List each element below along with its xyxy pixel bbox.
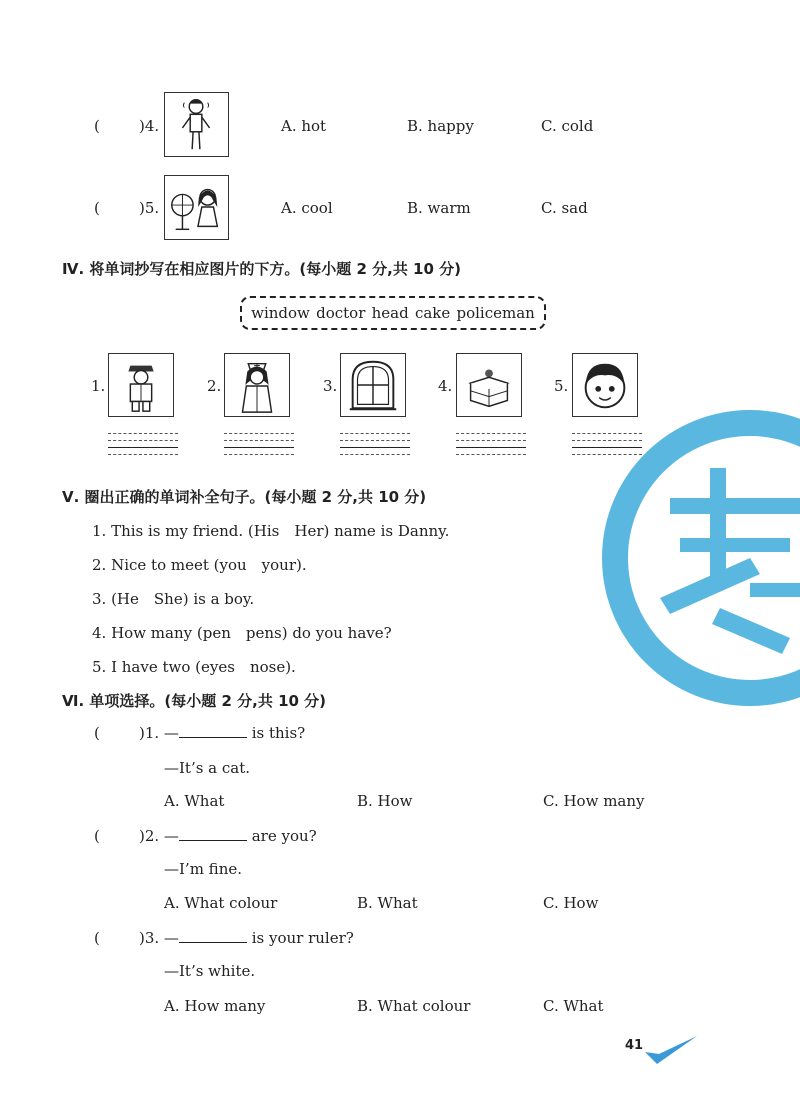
writing-lines[interactable] [340, 433, 410, 461]
fill-sentence: 2. Nice to meet (you your). [92, 556, 307, 574]
answer-paren[interactable]: ( [94, 117, 100, 135]
doctor-icon [225, 354, 289, 416]
page-number-badge [615, 1032, 700, 1068]
question-number: )4. [139, 117, 160, 135]
fill-sentence: 1. This is my friend. (His Her) name is Danny. [92, 522, 450, 540]
word-bank-item: window [251, 304, 310, 322]
doctor-picture [224, 353, 290, 417]
word-bank-item: cake [414, 304, 451, 322]
question-text: is this? [246, 724, 306, 742]
option-b: B. What [357, 894, 418, 912]
writing-lines[interactable] [224, 433, 294, 461]
section-4-title: Ⅳ. 将单词抄写在相应图片的下方。(每小题 2 分,共 10 分) [62, 260, 462, 278]
option-c: C. cold [541, 117, 594, 135]
option-b: B. How [357, 792, 413, 810]
picture-number: 5. [554, 377, 569, 395]
answer-paren[interactable]: ( [94, 199, 100, 217]
answer-paren[interactable]: ( [94, 827, 100, 845]
head-icon [573, 354, 637, 416]
picture-number: 1. [91, 377, 106, 395]
option-a: A. What colour [164, 894, 278, 912]
option-a: A. cool [281, 199, 333, 217]
option-a: A. How many [164, 997, 266, 1015]
option-a: A. What [164, 792, 225, 810]
word-bank-item: doctor [316, 304, 366, 322]
question-number: )5. [139, 199, 160, 217]
answer-blank[interactable] [179, 930, 247, 943]
picture-number: 3. [323, 377, 338, 395]
fill-sentence: 4. How many (pen pens) do you have? [92, 624, 392, 642]
boy-sweating-picture [164, 92, 229, 157]
writing-lines[interactable] [108, 433, 178, 461]
word-bank-item: head [371, 304, 409, 322]
window-icon [341, 354, 405, 416]
dialogue-answer: —It’s a cat. [164, 759, 251, 777]
answer-blank[interactable] [179, 828, 247, 841]
option-c: C. sad [541, 199, 588, 217]
question-number: )3. — [139, 929, 179, 947]
dialogue-answer: —I’m fine. [164, 860, 242, 878]
girl-with-fan-icon [165, 176, 228, 239]
fill-sentence: 3. (He She) is a boy. [92, 590, 255, 608]
section-6-title: Ⅵ. 单项选择。(每小题 2 分,共 10 分) [62, 692, 327, 710]
option-a: A. hot [281, 117, 327, 135]
option-c: C. What [543, 997, 604, 1015]
cake-picture [456, 353, 522, 417]
policeman-picture [108, 353, 174, 417]
question-number: )1. — [139, 724, 179, 742]
girl-with-fan-picture [164, 175, 229, 240]
cake-icon [457, 354, 521, 416]
boy-sweating-icon [165, 93, 228, 156]
window-picture [340, 353, 406, 417]
question-text: are you? [246, 827, 317, 845]
page-number: 41 [625, 1038, 644, 1053]
question-number: )2. — [139, 827, 179, 845]
answer-blank[interactable] [179, 725, 247, 738]
option-b: B. warm [407, 199, 471, 217]
question-text: is your ruler? [246, 929, 354, 947]
section-5-title: Ⅴ. 圈出正确的单词补全句子。(每小题 2 分,共 10 分) [62, 488, 427, 506]
policeman-icon [109, 354, 173, 416]
writing-lines[interactable] [456, 433, 526, 461]
option-b: B. What colour [357, 997, 471, 1015]
picture-number: 2. [207, 377, 222, 395]
picture-number: 4. [438, 377, 453, 395]
fill-sentence: 5. I have two (eyes nose). [92, 658, 296, 676]
dialogue-answer: —It’s white. [164, 962, 256, 980]
option-c: C. How many [543, 792, 645, 810]
word-bank-item: policeman [456, 304, 535, 322]
option-c: C. How [543, 894, 599, 912]
watermark-seal-icon [600, 408, 800, 708]
answer-paren[interactable]: ( [94, 929, 100, 947]
option-b: B. happy [407, 117, 474, 135]
answer-paren[interactable]: ( [94, 724, 100, 742]
word-bank [240, 296, 546, 330]
